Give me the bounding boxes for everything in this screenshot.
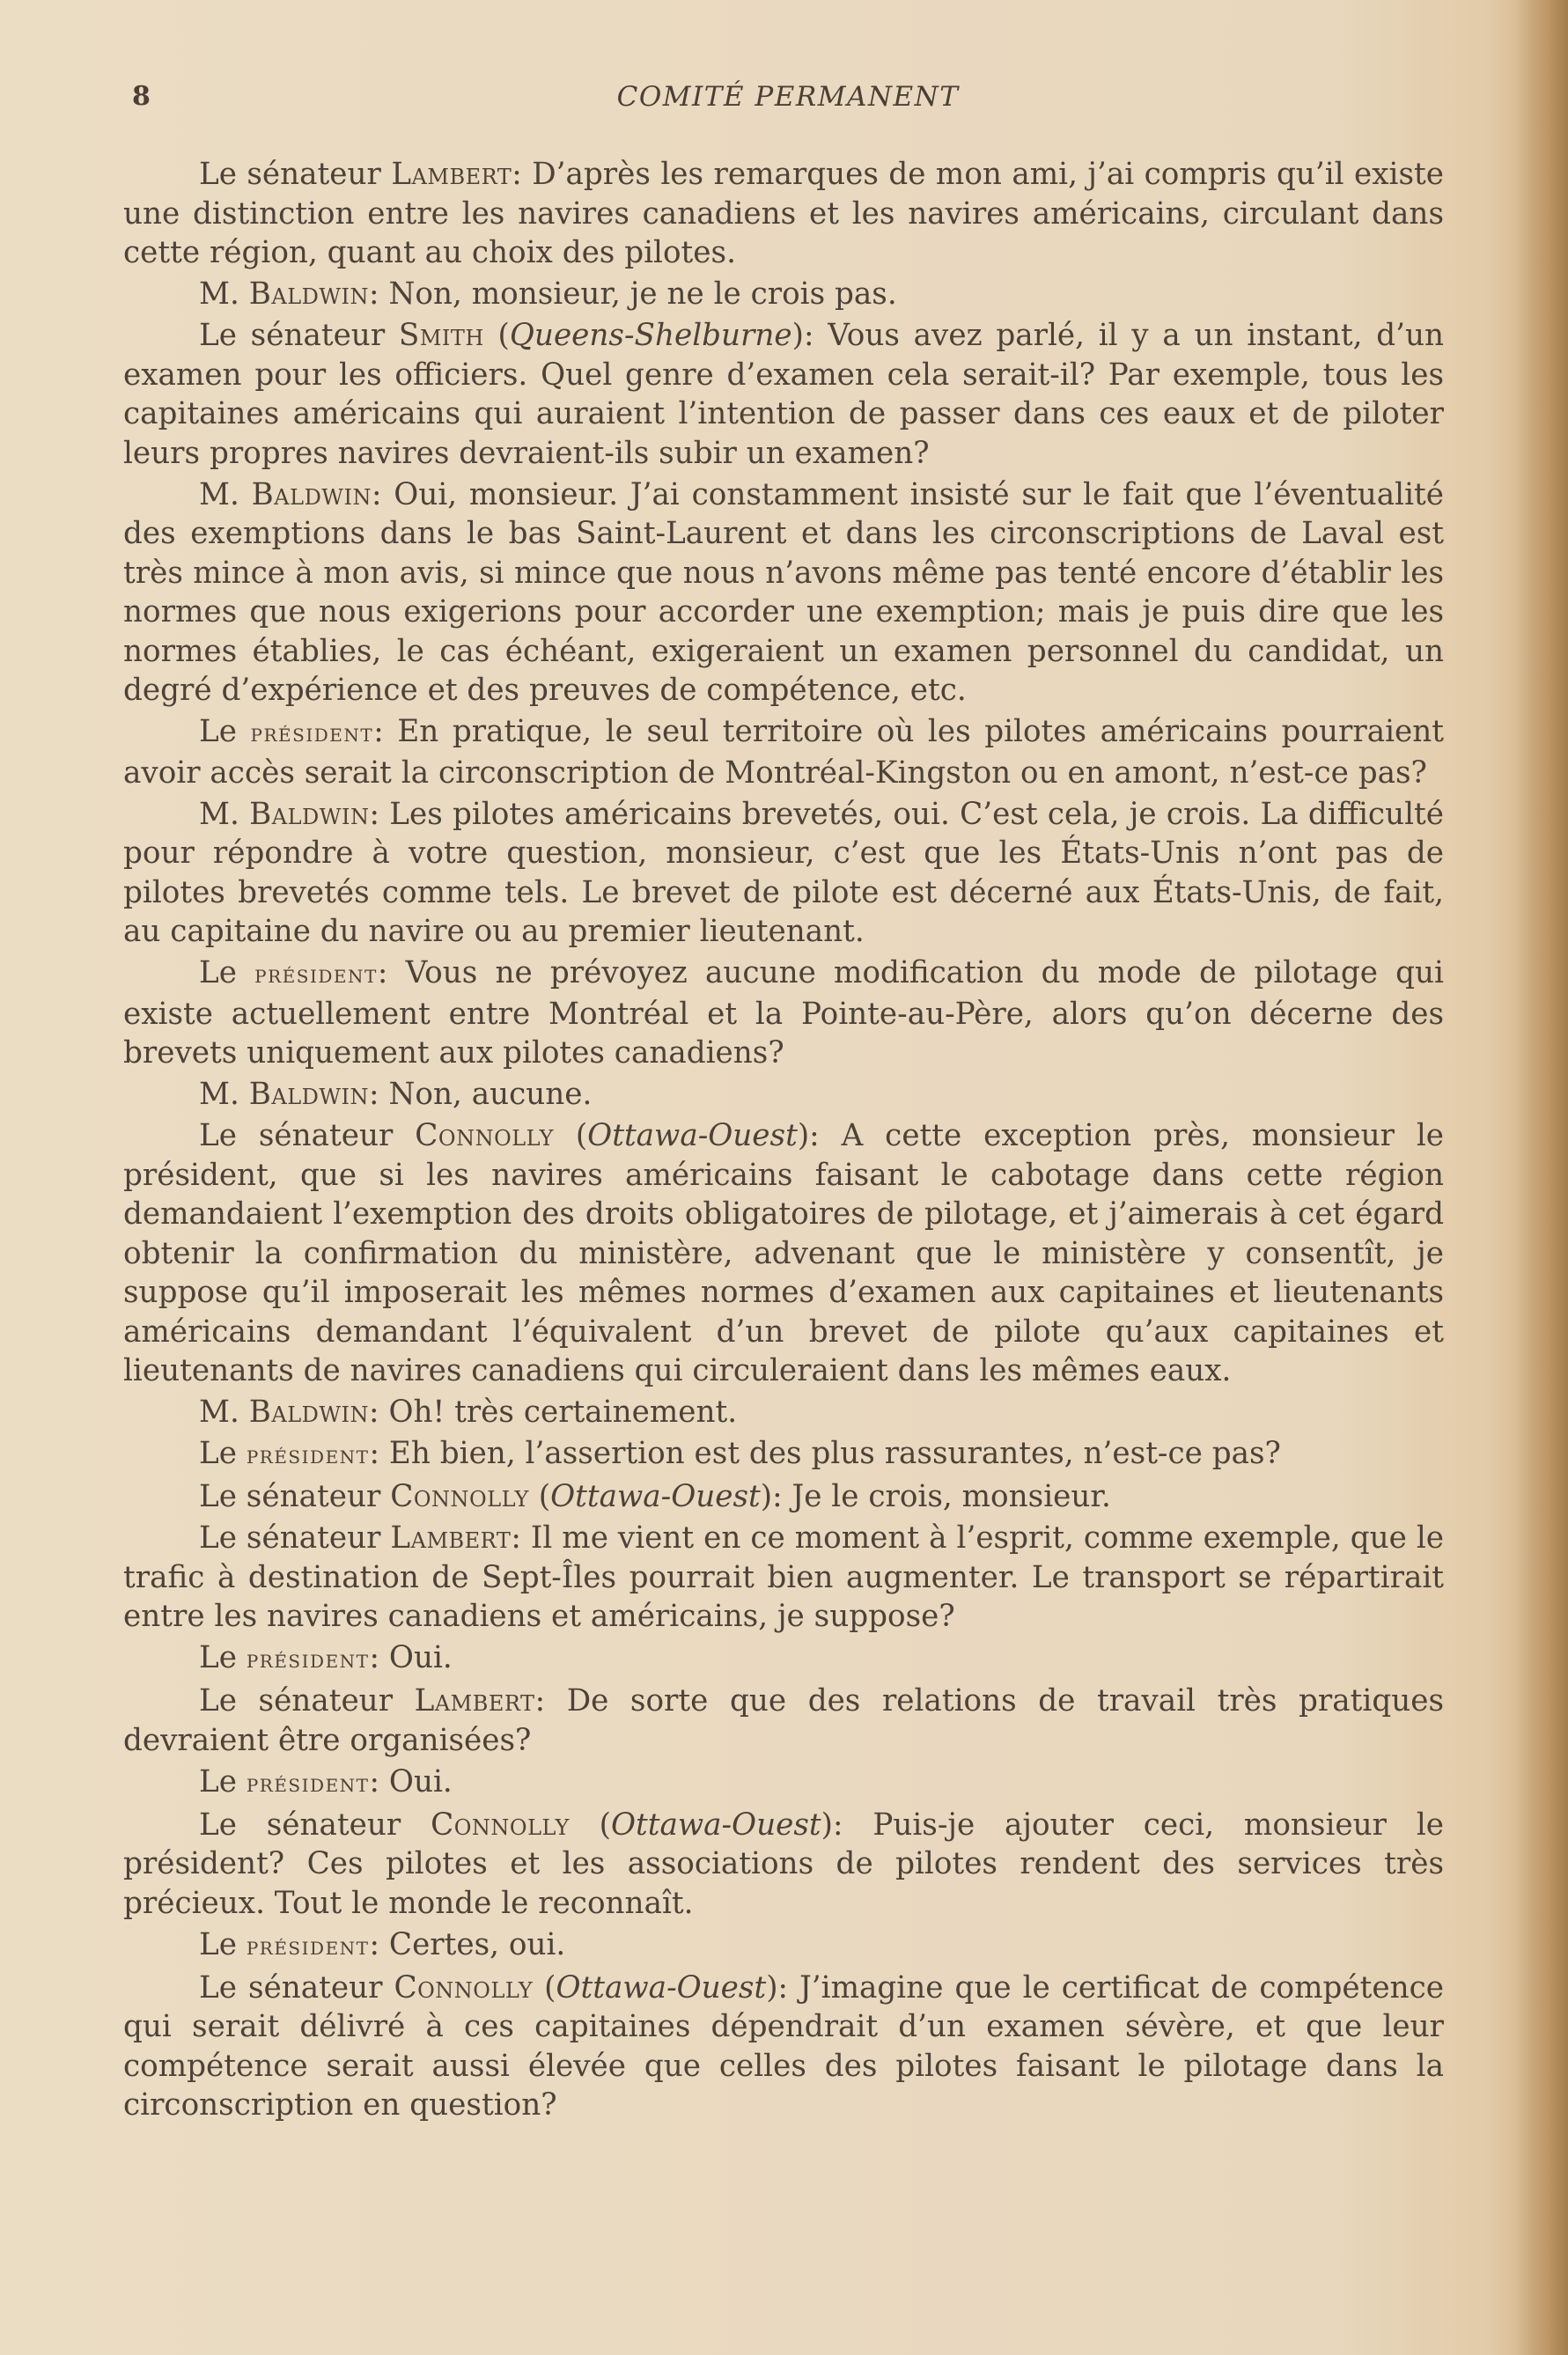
speaker-colon: :	[772, 1479, 783, 1514]
transcript-paragraph	[123, 1519, 1444, 1637]
speaker-colon: :	[777, 1969, 789, 2005]
speaker-prefix: M.	[199, 1395, 249, 1430]
transcript-paragraph: Le sénateur Connolly (Ottawa-Ouest): A cette exception près, monsieur le président, que si les navires américains faisant le cabotage dans cette région demandaient l’exemption des droits obligatoires de pilotage, et j’aimerais à cet égard obtenir la confirmation du ministère, advenant que le ministère y consentît, je suppose qu’il imposerait les mêmes normes d’examen aux capitaines et lieutenants américains demandant l’équivalent d’un brevet de pilote qu’aux capitaines et lieutenants de navires canadiens qui circuleraient dans les mêmes eaux.	[123, 1118, 1444, 1388]
speech-text: Oui.	[379, 1640, 453, 1675]
speaker-name: Connolly	[415, 1118, 554, 1153]
speaker-colon: :	[369, 796, 379, 832]
speaker-colon: :	[373, 714, 384, 749]
transcript-paragraph: Le sénateur Connolly (Ottawa-Ouest): J’imagine que le certificat de compétence qui serait délivré à ces capitaines dépendrait d’un examen sévère, et que leur compétence serait aussi élevée que celles des pilotes faisant le pilotage dans la circonscription en question?	[123, 1969, 1444, 2123]
speaker-name: Baldwin	[248, 1077, 370, 1112]
transcript-paragraph	[123, 1075, 1444, 1115]
speech-text: Il me vient en ce moment à l’esprit, comme exemple, que le trafic à destination de Sept-Îles pourrait bien augmenter. Le transport se répartirait entre les navires canadiens et américains, je suppose?	[123, 1520, 1444, 1634]
speaker-name: président	[246, 1768, 370, 1798]
running-head: COMITÉ PERMANENT	[616, 81, 960, 113]
speaker-riding: Queens-Shelburne	[509, 318, 792, 353]
speech-text: Oui.	[379, 1763, 453, 1799]
speaker-name: président	[246, 1440, 370, 1469]
speaker-name: Connolly	[394, 1969, 534, 2005]
speaker-colon: :	[511, 1520, 521, 1556]
transcript-paragraph	[123, 795, 1444, 952]
speaker-colon: :	[369, 1926, 380, 1962]
speaker-prefix: Le sénateur	[199, 318, 399, 353]
speech-text: De sorte que des relations de travail très pratiques devraient être organisées?	[123, 1683, 1444, 1758]
speaker-prefix: Le sénateur	[199, 1683, 415, 1718]
speaker-name: Lambert	[414, 1683, 535, 1718]
transcript-paragraph	[123, 1682, 1444, 1760]
speaker-name: président	[254, 960, 378, 989]
speaker-name: Connolly	[390, 1479, 529, 1514]
speech-text: Puis-je ajouter ceci, monsieur le président? Ces pilotes et les associations de pilotes rendent des services très précieux. Tout le monde le reconnaît.	[123, 1807, 1444, 1921]
speaker-name: Baldwin	[248, 276, 370, 312]
transcript-paragraph	[123, 475, 1444, 710]
speaker-prefix: M.	[199, 276, 249, 312]
speaker-prefix: Le sénateur	[199, 1118, 416, 1153]
speaker-prefix: M.	[199, 1077, 249, 1112]
speaker-prefix: Le	[199, 1640, 247, 1675]
transcript-paragraph	[123, 1638, 1444, 1680]
transcript-paragraph	[123, 953, 1444, 1073]
speaker-name: Lambert	[391, 157, 512, 192]
speech-text: Non, aucune.	[379, 1077, 593, 1112]
speaker-colon: :	[369, 1763, 380, 1799]
speaker-riding: Ottawa-Ouest	[550, 1479, 761, 1514]
speaker-colon: :	[803, 318, 814, 353]
speaker-prefix: Le	[199, 1436, 247, 1471]
transcript-paragraph	[123, 1763, 1444, 1804]
speaker-riding: Ottawa-Ouest	[610, 1807, 821, 1843]
speaker-colon: :	[512, 157, 522, 192]
speaker-riding: Ottawa-Ouest	[556, 1969, 767, 2005]
speech-text: Les pilotes américains brevetés, oui. C’est cela, je crois. La difficulté pour répondre à votre question, monsieur, c’est que les États-Unis n’ont pas de pilotes brevetés comme tels. Le brevet de pilote est décerné aux États-Unis, de fait, au capitaine du navire ou au premier lieutenant.	[123, 796, 1444, 949]
speaker-name: Lambert	[390, 1520, 512, 1556]
transcript-body	[123, 155, 1444, 2127]
speech-text: Eh bien, l’assertion est des plus rassurantes, n’est-ce pas?	[379, 1436, 1281, 1471]
speaker-colon: :	[371, 476, 382, 512]
speaker-name: Baldwin	[249, 796, 370, 832]
transcript-paragraph: Le sénateur Connolly (Ottawa-Ouest): Je le crois, monsieur.	[199, 1479, 1111, 1514]
speaker-prefix: Le	[199, 955, 255, 990]
speaker-prefix: Le sénateur	[199, 1520, 391, 1556]
speaker-prefix: Le sénateur	[199, 1479, 391, 1514]
speaker-colon: :	[377, 955, 388, 990]
speech-text: Je le crois, monsieur.	[782, 1479, 1111, 1514]
page-number: 8	[132, 81, 151, 112]
speaker-colon: :	[369, 1640, 380, 1675]
speech-text: En pratique, le seul territoire où les pilotes américains pourraient avoir accès serait la circonscription de Montréal-Kingston ou en amont, n’est-ce pas?	[123, 714, 1444, 791]
speaker-name: Baldwin	[248, 1395, 370, 1430]
transcript-paragraph: Le sénateur Smith (Queens-Shelburne): Vous avez parlé, il y a un instant, d’un examen pour les officiers. Quel genre d’examen cela serait-il? Par exemple, tous les capitaines américains qui auraient l’intention de passer dans ces eaux et de piloter leurs propres navires devraient-ils subir un examen?	[123, 318, 1444, 471]
speaker-name: président	[246, 1645, 370, 1674]
speaker-colon: :	[809, 1118, 820, 1153]
transcript-paragraph	[123, 275, 1444, 314]
speaker-name: président	[246, 1931, 370, 1961]
speech-text: J’imagine que le certificat de compétence qui serait délivré à ces capitaines dépendrait d’un examen sévère, et que leur compétence serait aussi élevée que celles des pilotes faisant le pilotage dans la circonscription en question?	[123, 1969, 1444, 2123]
speech-text: Non, monsieur, je ne le crois pas.	[379, 276, 897, 312]
speaker-prefix: Le	[199, 714, 251, 749]
speaker-prefix: M.	[199, 796, 250, 832]
transcript-paragraph	[123, 1393, 1444, 1432]
transcript-paragraph: Le sénateur Connolly (Ottawa-Ouest): Puis-je ajouter ceci, monsieur le président? Ces pilotes et les associations de pilotes rendent des services très précieux. Tout le monde le reconnaît.	[123, 1807, 1444, 1921]
speaker-riding: Ottawa-Ouest	[587, 1118, 798, 1153]
page-header	[123, 81, 1453, 125]
speaker-colon: :	[369, 1077, 379, 1112]
speech-text: D’après les remarques de mon ami, j’ai compris qu’il existe une distinction entre les navires canadiens et les navires américains, circulant dans cette région, quant au choix des pilotes.	[123, 157, 1444, 270]
transcript-paragraph	[123, 712, 1444, 792]
speech-text: Oh! très certainement.	[379, 1395, 738, 1430]
speech-text: Certes, oui.	[379, 1926, 566, 1962]
speaker-name: Connolly	[431, 1807, 570, 1843]
speaker-colon: :	[369, 1395, 379, 1430]
speaker-prefix: Le	[199, 1763, 247, 1799]
speech-text: Vous avez parlé, il y a un instant, d’un examen pour les officiers. Quel genre d’examen cela serait-il? Par exemple, tous les capitaines américains qui auraient l’intention de passer dans ces eaux et de piloter leurs propres navires devraient-ils subir un examen?	[123, 318, 1444, 471]
speaker-name: Baldwin	[251, 476, 372, 512]
speaker-prefix: Le	[199, 1926, 247, 1962]
speech-text: A cette exception près, monsieur le président, que si les navires américains faisant le cabotage dans cette région demandaient l’exemption des droits obligatoires de pilotage, et j’aimerais à cet égard obtenir la confirmation du ministère, advenant que le ministère y consentît, je suppose qu’il imposerait les mêmes normes d’examen aux capitaines et lieutenants américains demandant l’équivalent d’un brevet de pilote qu’aux capitaines et lieutenants de navires canadiens qui circuleraient dans les mêmes eaux.	[123, 1118, 1444, 1388]
speaker-colon: :	[534, 1683, 546, 1718]
transcript-paragraph	[123, 1925, 1444, 1967]
transcript-paragraph	[123, 155, 1444, 273]
speaker-name: président	[250, 718, 374, 747]
speaker-colon: :	[369, 1436, 380, 1471]
speaker-prefix: M.	[199, 476, 252, 512]
page-edge-shadow	[1515, 0, 1568, 2355]
transcript-paragraph	[123, 1434, 1444, 1476]
speaker-colon: :	[369, 276, 379, 312]
speaker-prefix: Le sénateur	[199, 157, 392, 192]
speaker-name: Smith	[398, 318, 484, 353]
speech-text: Oui, monsieur. J’ai constamment insisté sur le fait que l’éventualité des exemptions dans le bas Saint-Laurent et dans les circonscriptions de Laval est très mince à mon avis, si mince que nous n’avons même pas tenté encore d’établir les normes que nous exigerions pour accorder une exemption; mais je puis dire que les normes établies, le cas échéant, exigeraient un examen personnel du candidat, un degré d’expérience et des preuves de compétence, etc.	[123, 476, 1444, 708]
speaker-colon: :	[832, 1807, 843, 1843]
speech-text: Vous ne prévoyez aucune modification du mode de pilotage qui existe actuellement entre Montréal et la Pointe-au-Père, alors qu’on décerne des brevets uniquement aux pilotes canadiens?	[123, 955, 1444, 1071]
speaker-prefix: Le sénateur	[199, 1807, 431, 1843]
speaker-prefix: Le sénateur	[199, 1969, 394, 2005]
